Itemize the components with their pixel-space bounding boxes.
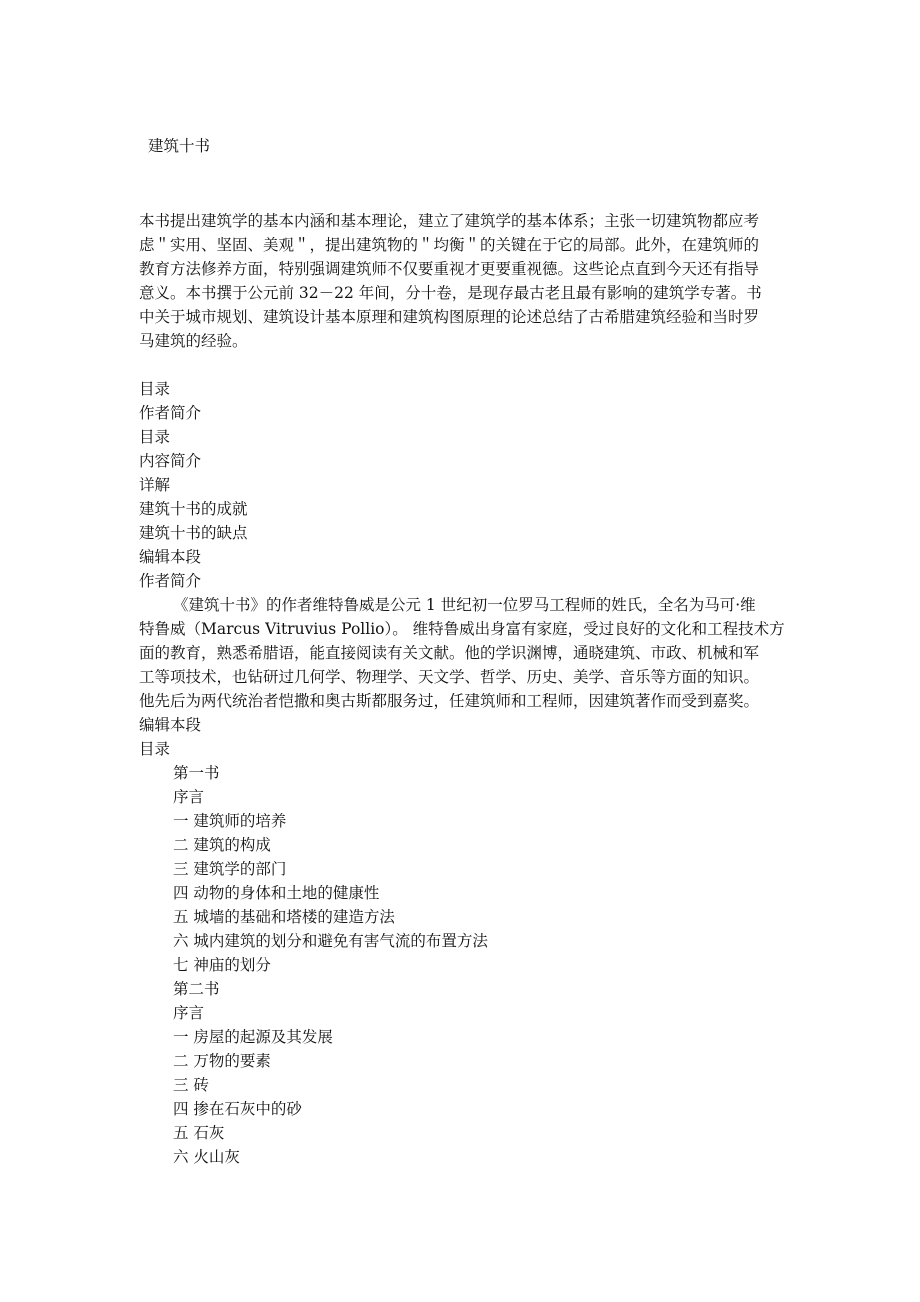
- toc-item: 内容简介: [139, 452, 202, 470]
- intro-line: 中关于城市规划、建筑设计基本原理和建筑构图原理的论述总结了古希腊建筑经验和当时罗: [139, 308, 760, 326]
- intro-line: 教育方法修养方面，特别强调建筑师不仅要重视才更要重视德。这些论点直到今天还有指导: [139, 260, 760, 278]
- intro-line: 虑＂实用、坚固、美观＂，提出建筑物的＂均衡＂的关键在于它的局部。此外，在建筑师的: [139, 236, 760, 254]
- contents-item: 二 建筑的构成: [173, 836, 271, 854]
- contents-heading: 目录: [139, 740, 171, 758]
- author-line: 特鲁威（Marcus Vitruvius Pollio）。 维特鲁威出身富有家庭，受过良好的文化和工程技术方: [139, 620, 785, 638]
- contents-item: 五 城墙的基础和塔楼的建造方法: [173, 908, 395, 926]
- author-line: 工等项技术，也钻研过几何学、物理学、天文学、哲学、历史、美学、音乐等方面的知识。: [139, 668, 760, 686]
- contents-item: 六 城内建筑的划分和避免有害气流的布置方法: [173, 932, 488, 950]
- intro-line: 意义。本书撰于公元前 32－22 年间，分十卷，是现存最古老且最有影响的建筑学专著。书: [139, 284, 762, 302]
- contents-item: 七 神庙的划分: [173, 956, 271, 974]
- contents-item: 三 建筑学的部门: [173, 860, 287, 878]
- author-paragraph: [139, 593, 789, 713]
- contents-item: 一 建筑师的培养: [173, 812, 287, 830]
- document-title: 建筑十书: [148, 137, 211, 155]
- contents-item: 序言: [173, 788, 205, 806]
- contents-item: 四 动物的身体和土地的健康性: [173, 884, 380, 902]
- author-heading: 作者简介: [139, 572, 202, 590]
- toc-item: 建筑十书的成就: [139, 500, 248, 518]
- toc-item: 作者简介: [139, 404, 202, 422]
- author-line: 《建筑十书》的作者维特鲁威是公元 1 世纪初一位罗马工程师的姓氏，全名为马可·维: [173, 596, 756, 614]
- author-line: 他先后为两代统治者恺撒和奥古斯都服务过，任建筑师和工程师，因建筑著作而受到嘉奖。: [139, 692, 760, 710]
- contents-item: 六 火山灰: [173, 1148, 240, 1166]
- contents-item: 四 掺在石灰中的砂: [173, 1100, 302, 1118]
- toc-item: 建筑十书的缺点: [139, 524, 248, 542]
- contents-item: 第一书: [173, 764, 220, 782]
- toc-item: 目录: [139, 428, 171, 446]
- author-line: 面的教育，熟悉希腊语，能直接阅读有关文献。他的学识渊博，通晓建筑、市政、机械和军: [139, 644, 760, 662]
- toc-heading: 目录: [139, 380, 171, 398]
- toc-item: 详解: [139, 476, 171, 494]
- intro-line: 本书提出建筑学的基本内涵和基本理论，建立了建筑学的基本体系；主张一切建筑物都应考: [139, 212, 760, 230]
- contents-list: [139, 761, 789, 1169]
- contents-item: 序言: [173, 1004, 205, 1022]
- contents-item: 二 万物的要素: [173, 1052, 271, 1070]
- edit-section-label: 编辑本段: [139, 548, 202, 566]
- document-body: [139, 377, 789, 1169]
- contents-item: 三 砖: [173, 1076, 209, 1094]
- contents-item: 第二书: [173, 980, 220, 998]
- contents-item: 五 石灰: [173, 1124, 225, 1142]
- intro-paragraph: [139, 209, 782, 353]
- edit-section-label: 编辑本段: [139, 716, 202, 734]
- intro-line: 马建筑的经验。: [139, 332, 248, 350]
- contents-item: 一 房屋的起源及其发展: [173, 1028, 333, 1046]
